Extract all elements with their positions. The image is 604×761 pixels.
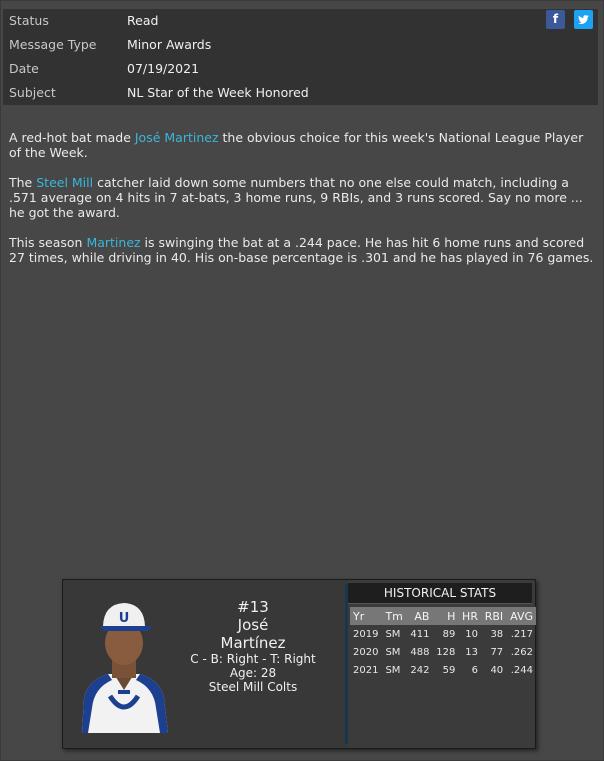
cell-rbi: 40 xyxy=(490,664,504,676)
col-avg[interactable]: AVG xyxy=(506,607,536,625)
cell-team: SM xyxy=(385,628,401,640)
date-label: Date xyxy=(9,61,39,76)
col-h[interactable]: H xyxy=(432,607,458,625)
message-type-label: Message Type xyxy=(9,37,97,52)
cell-h: 128 xyxy=(436,646,456,658)
p2-text: The xyxy=(9,175,37,190)
cell-hr: 13 xyxy=(465,646,478,658)
cell-avg: .244 xyxy=(510,664,533,676)
cell-h: 89 xyxy=(442,628,456,640)
player-card xyxy=(62,579,536,749)
player-link[interactable]: José Martinez xyxy=(134,130,219,145)
message-type-row xyxy=(3,33,598,57)
col-year[interactable]: Yr xyxy=(350,607,382,625)
message-header xyxy=(3,9,598,105)
player-last-name[interactable]: Martínez xyxy=(220,634,286,652)
player-info xyxy=(183,598,323,694)
cell-ab: 488 xyxy=(410,646,430,658)
historical-stats-table xyxy=(350,607,536,679)
status-row xyxy=(3,9,598,33)
table-row xyxy=(350,661,536,679)
col-team[interactable]: Tm xyxy=(382,607,406,625)
historical-stats-title: HISTORICAL STATS xyxy=(348,583,532,604)
p3-text-end: is swinging the bat at a .244 pace. He has hit 6 home runs and scored 27 times, while driving in 40. His on-base percentage is .301 and he has played in 76 games. xyxy=(9,235,594,265)
subject-label: Subject xyxy=(9,85,56,100)
p2-text-end: catcher laid down some numbers that no one else could match, including a .571 average on 4 hits in 7 at-bats, 3 home runs, 9 RBIs, and 3 runs scored. Say no more ... he got the award. xyxy=(9,175,583,220)
twitter-share-icon[interactable] xyxy=(574,10,593,29)
cell-avg: .262 xyxy=(510,646,533,658)
facebook-share-icon[interactable]: f xyxy=(546,10,565,29)
player-photo[interactable] xyxy=(78,598,170,733)
subject-value: NL Star of the Week Honored xyxy=(127,85,309,100)
subject-row xyxy=(3,81,598,105)
date-value: 07/19/2021 xyxy=(127,61,200,76)
col-hr[interactable]: HR xyxy=(458,607,481,625)
player-number: #13 xyxy=(237,598,269,616)
player-team[interactable]: Steel Mill Colts xyxy=(208,680,298,694)
col-ab[interactable]: AB xyxy=(407,607,433,625)
cell-h: 59 xyxy=(442,664,456,676)
player-first-name: José xyxy=(237,616,269,634)
player-age: Age: 28 xyxy=(229,666,277,680)
cell-rbi: 77 xyxy=(490,646,504,658)
status-label: Status xyxy=(9,13,49,28)
date-row xyxy=(3,57,598,81)
player-link-2[interactable]: Martinez xyxy=(86,235,141,250)
team-link[interactable]: Steel Mill xyxy=(36,175,94,190)
svg-text:U: U xyxy=(118,611,130,626)
p1-text: A red-hot bat made xyxy=(9,130,135,145)
cell-hr: 10 xyxy=(465,628,478,640)
message-type-value: Minor Awards xyxy=(127,37,212,52)
cell-rbi: 38 xyxy=(490,628,504,640)
cell-year: 2019 xyxy=(353,628,379,640)
cell-avg: .217 xyxy=(510,628,533,640)
cell-year: 2021 xyxy=(353,664,379,676)
cell-ab: 242 xyxy=(410,664,430,676)
col-rbi[interactable]: RBI xyxy=(481,607,506,625)
paragraph-1 xyxy=(9,130,594,160)
cell-hr: 6 xyxy=(471,664,478,676)
p1-text-end: the obvious choice for this week's National League Player of the Week. xyxy=(9,130,584,160)
status-value: Read xyxy=(127,13,159,28)
player-position: C - B: Right - T: Right xyxy=(190,652,316,666)
historical-stats-panel xyxy=(348,580,535,748)
cell-team: SM xyxy=(385,646,401,658)
cell-team: SM xyxy=(385,664,401,676)
table-row xyxy=(350,625,536,643)
cell-ab: 411 xyxy=(410,628,430,640)
message-body xyxy=(9,130,594,280)
stats-header-row xyxy=(350,607,536,625)
cell-year: 2020 xyxy=(353,646,379,658)
p3-text: This season xyxy=(9,235,87,250)
table-row xyxy=(350,643,536,661)
paragraph-3 xyxy=(9,235,594,265)
paragraph-2 xyxy=(9,175,594,220)
